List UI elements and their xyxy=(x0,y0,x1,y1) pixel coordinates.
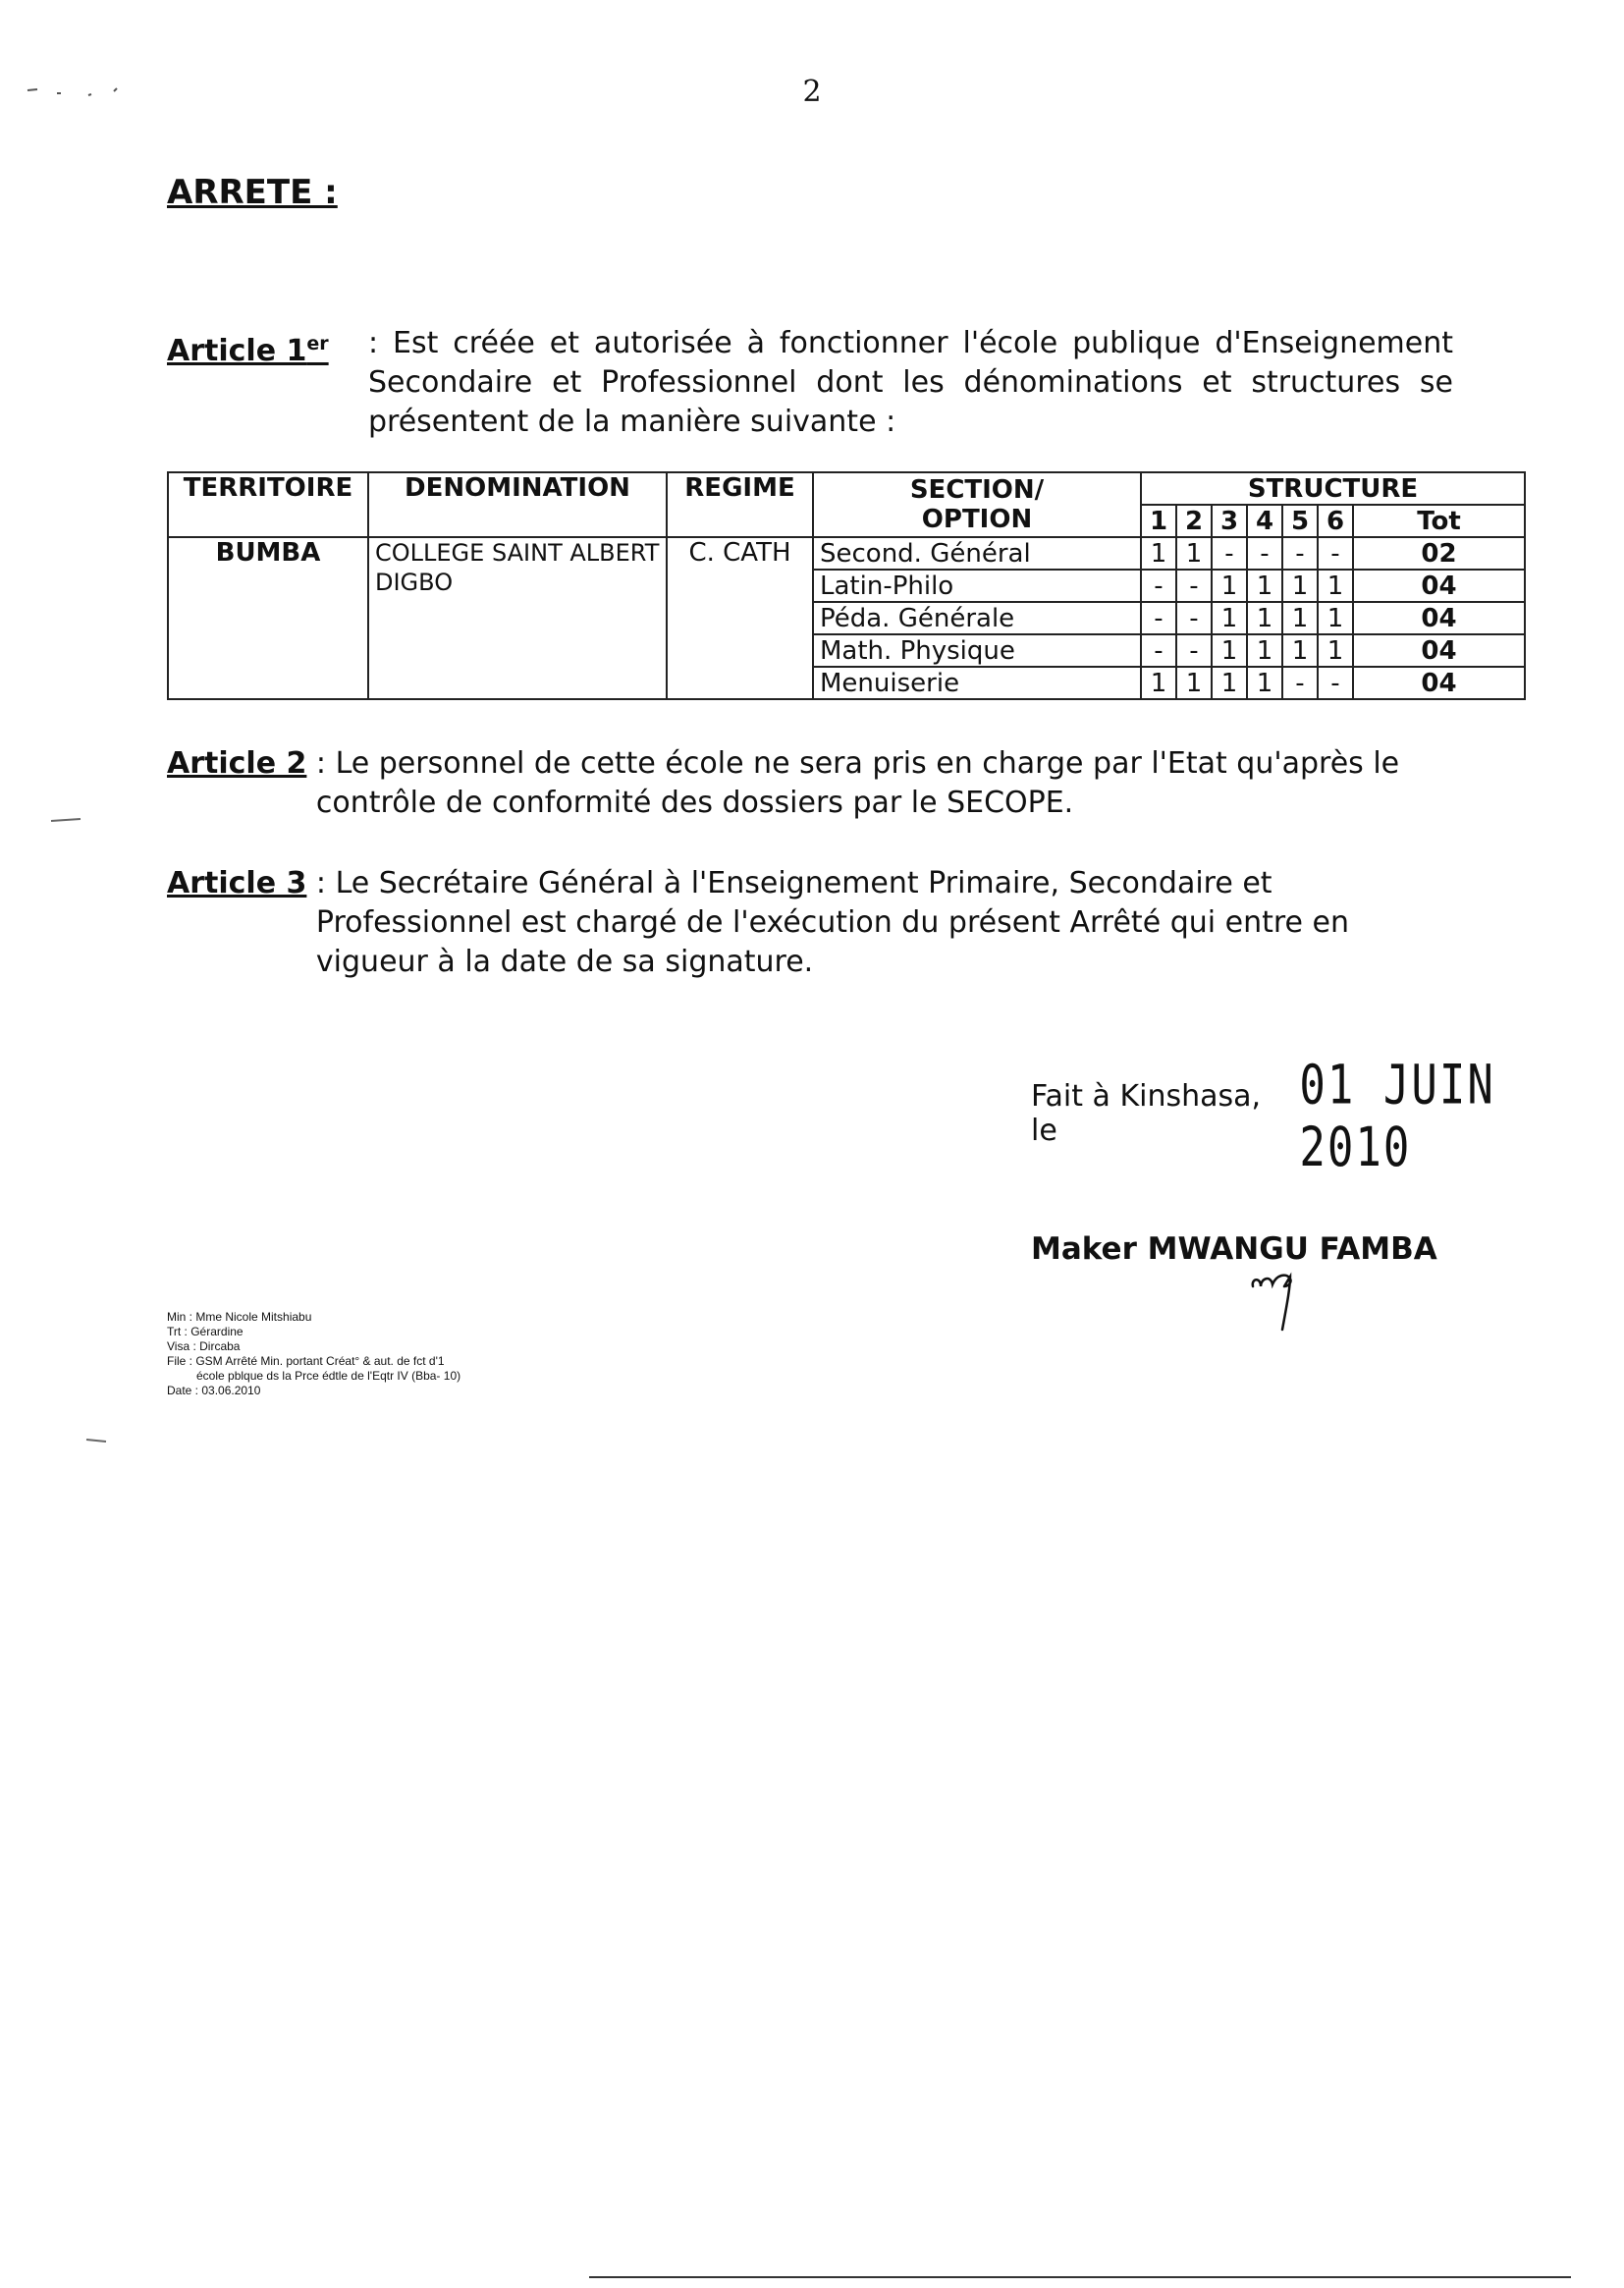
structure-value: - xyxy=(1247,537,1282,570)
header-territoire: TERRITOIRE xyxy=(168,472,368,537)
article-1-label: Article 1er xyxy=(167,333,329,368)
header-col-3: 3 xyxy=(1212,505,1247,537)
place-text: Fait à Kinshasa, le xyxy=(1031,1079,1262,1148)
total-cell: 04 xyxy=(1353,667,1525,699)
structure-value: 1 xyxy=(1212,634,1247,667)
structure-value: 1 xyxy=(1318,602,1353,634)
structure-value: - xyxy=(1282,537,1318,570)
structure-value: 1 xyxy=(1282,602,1318,634)
structure-value: 1 xyxy=(1212,602,1247,634)
signatory-name: Maker MWANGU FAMBA xyxy=(1031,1231,1437,1267)
header-col-1: 1 xyxy=(1141,505,1176,537)
handwritten-signature xyxy=(1247,1269,1316,1337)
total-cell: 04 xyxy=(1353,570,1525,602)
structure-value: 1 xyxy=(1318,570,1353,602)
header-col-5: 5 xyxy=(1282,505,1318,537)
structure-value: 1 xyxy=(1318,634,1353,667)
total-cell: 02 xyxy=(1353,537,1525,570)
structure-value: 1 xyxy=(1212,667,1247,699)
structure-value: - xyxy=(1141,602,1176,634)
structure-value: - xyxy=(1212,537,1247,570)
header-col-2: 2 xyxy=(1176,505,1212,537)
footnote-block xyxy=(167,1310,460,1398)
footnote-trt: Trt : Gérardine xyxy=(167,1325,244,1338)
footnote-file-cont: école pblque ds la Prce édtle de l'Eqtr IV (Bba- 10) xyxy=(196,1369,461,1383)
document-heading: ARRETE : xyxy=(167,173,338,212)
header-col-4: 4 xyxy=(1247,505,1282,537)
header-structure: STRUCTURE xyxy=(1141,472,1525,505)
structure-value: 1 xyxy=(1282,634,1318,667)
section-cell: Menuiserie xyxy=(813,667,1141,699)
article-2 xyxy=(167,744,1443,823)
footnote-file: File : GSM Arrêté Min. portant Créat° & aut. de fct d'1 xyxy=(167,1354,445,1368)
territoire-cell: BUMBA xyxy=(168,537,368,699)
structure-value: - xyxy=(1176,602,1212,634)
section-cell: Péda. Générale xyxy=(813,602,1141,634)
structure-value: - xyxy=(1282,667,1318,699)
structure-value: 1 xyxy=(1247,570,1282,602)
regime-cell: C. CATH xyxy=(667,537,813,699)
structure-value: 1 xyxy=(1176,667,1212,699)
article-3-text: : Le Secrétaire Général à l'Enseignement Primaire, Secondaire et Professionnel est chargé de l'exécution du présent Arrêté qui entre en vigueur à la date de sa signature. xyxy=(315,866,1349,979)
structure-value: 1 xyxy=(1176,537,1212,570)
structure-value: 1 xyxy=(1247,667,1282,699)
place-and-date xyxy=(1031,1054,1624,1179)
structure-value: 1 xyxy=(1282,570,1318,602)
section-cell: Second. Général xyxy=(813,537,1141,570)
structure-value: 1 xyxy=(1247,634,1282,667)
header-col-tot: Tot xyxy=(1353,505,1525,537)
header-col-6: 6 xyxy=(1318,505,1353,537)
total-cell: 04 xyxy=(1353,634,1525,667)
structure-table xyxy=(167,471,1526,700)
footnote-visa: Visa : Dircaba xyxy=(167,1339,241,1353)
denomination-cell xyxy=(368,537,667,699)
denomination-line2: DIGBO xyxy=(375,569,454,596)
header-section-line1: SECTION/ xyxy=(909,475,1045,505)
footnote-min: Min : Mme Nicole Mitshiabu xyxy=(167,1310,312,1324)
header-regime: REGIME xyxy=(667,472,813,537)
article-2-text: : Le personnel de cette école ne sera pris en charge par l'Etat qu'après le contrôle de conformité des dossiers par le SECOPE. xyxy=(315,746,1400,820)
page-number: 2 xyxy=(802,75,822,109)
header-section-line2: OPTION xyxy=(921,505,1033,534)
structure-value: - xyxy=(1176,570,1212,602)
article-3-label: Article 3 xyxy=(167,866,307,900)
structure-value: 1 xyxy=(1141,537,1176,570)
structure-value: 1 xyxy=(1247,602,1282,634)
article-3 xyxy=(167,864,1443,982)
section-cell: Latin-Philo xyxy=(813,570,1141,602)
header-section-option xyxy=(813,472,1141,537)
article-2-label: Article 2 xyxy=(167,746,307,781)
bottom-rule xyxy=(589,2276,1571,2278)
denomination-line1: COLLEGE SAINT ALBERT xyxy=(375,539,660,567)
structure-value: - xyxy=(1176,634,1212,667)
table-row xyxy=(168,537,1525,570)
total-cell: 04 xyxy=(1353,602,1525,634)
structure-value: 1 xyxy=(1212,570,1247,602)
article-1-text: : Est créée et autorisée à fonctionner l'école publique d'Enseignement Secondaire et Professionnel dont les dénominations et structures se présentent de la manière suivante : xyxy=(368,326,1453,439)
date-stamp: 01 JUIN 2010 xyxy=(1299,1054,1495,1179)
section-cell: Math. Physique xyxy=(813,634,1141,667)
footnote-date: Date : 03.06.2010 xyxy=(167,1384,261,1397)
article-1 xyxy=(167,324,1453,442)
structure-value: - xyxy=(1141,634,1176,667)
structure-value: - xyxy=(1318,667,1353,699)
structure-value: 1 xyxy=(1141,667,1176,699)
structure-value: - xyxy=(1318,537,1353,570)
header-denomination: DENOMINATION xyxy=(368,472,667,537)
structure-value: - xyxy=(1141,570,1176,602)
